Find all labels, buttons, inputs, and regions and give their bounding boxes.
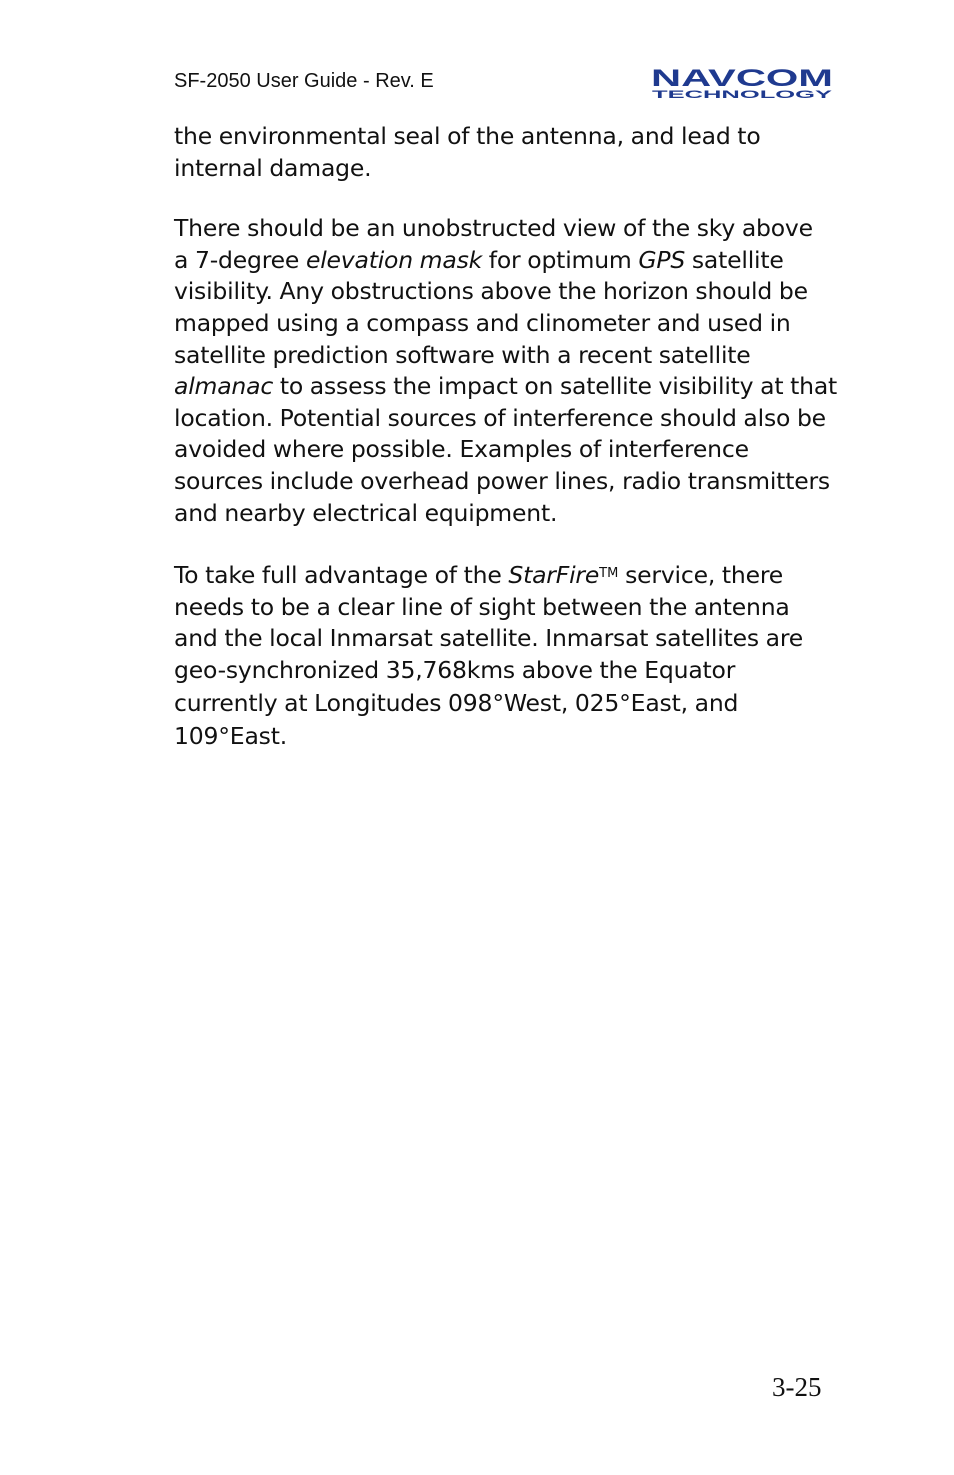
text-line: and the local Inmarsat satellite. Inmarsat satellites are — [174, 624, 804, 653]
text-line: location. Potential sources of interference should also be — [174, 403, 826, 432]
text-line: a 7-degree elevation mask for optimum GPS satellite — [174, 245, 784, 274]
paragraph-sky-view — [174, 213, 854, 529]
page-number: 3-25 — [772, 1372, 822, 1402]
text-line: satellite prediction software with a recent satellite — [174, 340, 751, 369]
text-line: To take full advantage of the StarFire™ service, there — [174, 561, 784, 590]
text-line: sources include overhead power lines, radio transmitters — [174, 466, 830, 495]
text-line: currently at Longitudes 098°West, 025°East, and — [174, 688, 739, 717]
text-line: and nearby electrical equipment. — [174, 498, 558, 527]
logo-wordmark-top: NAVCOM — [651, 66, 833, 92]
term-gps: GPS — [638, 245, 686, 274]
text-line: geo-synchronized 35,768kms above the Equator — [174, 655, 736, 684]
text-line: the environmental seal of the antenna, and lead to — [174, 122, 761, 150]
text-line: visibility. Any obstructions above the horizon should be — [174, 277, 808, 306]
text-line: avoided where possible. Examples of interference — [174, 435, 749, 464]
text-line: mapped using a compass and clinometer and used in — [174, 308, 791, 337]
text-line: 109°East. — [174, 721, 287, 750]
term-starfire: StarFire — [508, 561, 600, 590]
term-almanac: almanac — [174, 372, 274, 401]
trademark-symbol: TM — [599, 566, 619, 582]
text-line: There should be an unobstructed view of the sky above — [174, 214, 813, 243]
term-elevation-mask: elevation mask — [305, 245, 483, 274]
text-line: internal damage. — [174, 153, 372, 182]
text-line: almanac to assess the impact on satellite visibility at that — [174, 372, 838, 401]
text-line: needs to be a clear line of sight between the antenna — [174, 592, 790, 621]
paragraph-starfire-service — [174, 558, 854, 752]
document-header-title: SF-2050 User Guide - Rev. E — [174, 70, 434, 92]
navcom-technology-logo — [650, 66, 834, 100]
paragraph-environmental-seal — [174, 121, 854, 184]
document-body — [174, 121, 854, 753]
logo-wordmark-bottom: TECHNOLOGY — [652, 89, 834, 100]
